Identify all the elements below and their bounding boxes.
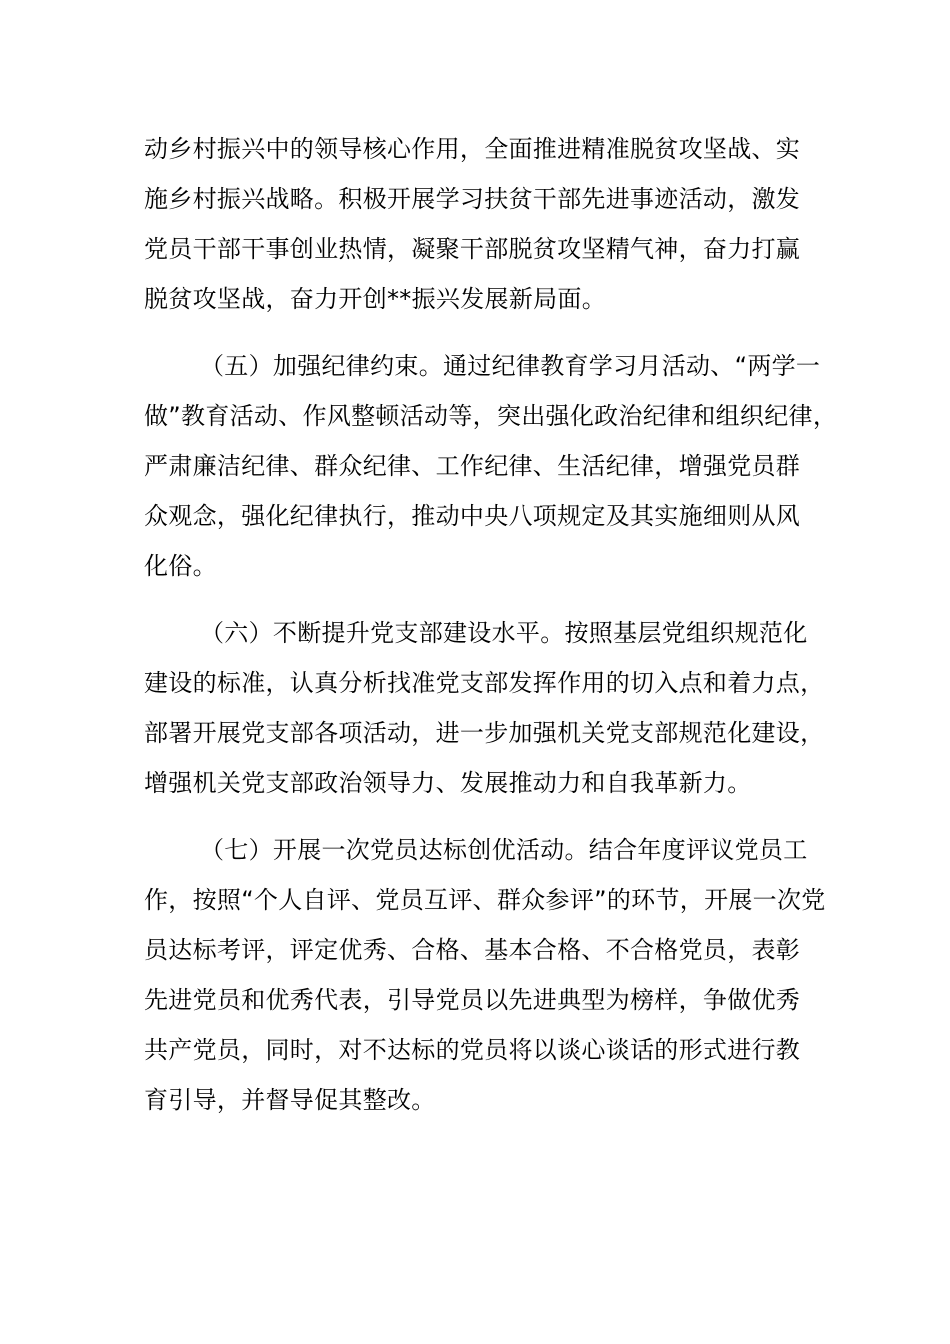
paragraph-section-5 xyxy=(144,341,838,591)
paragraph-line: 建设的标准，认真分析找准党支部发挥作用的切入点和着力点， xyxy=(144,669,825,697)
paragraph-line: （五）加强纪律约束。通过纪律教育学习月活动、“两学一 xyxy=(200,352,821,380)
paragraph-line: 部署开展党支部各项活动，进一步加强机关党支部规范化建设， xyxy=(144,719,825,747)
paragraph-line: 众观念，强化纪律执行，推动中央八项规定及其实施细则从风 xyxy=(144,502,801,530)
paragraph-line: 化俗。 xyxy=(144,552,217,580)
paragraph-line: 育引导，并督导促其整改。 xyxy=(144,1086,436,1114)
paragraph-line: 先进党员和优秀代表，引导党员以先进典型为榜样，争做优秀 xyxy=(144,986,801,1014)
paragraph-gap xyxy=(144,324,824,341)
paragraph-line: 员达标考评，评定优秀、合格、基本合格、不合格党员，表彰 xyxy=(144,936,801,964)
paragraph-section-6 xyxy=(144,608,824,808)
paragraph-line: 党员干部干事创业热情，凝聚干部脱贫攻坚精气神，奋力打赢 xyxy=(144,235,801,263)
paragraph-line: 脱贫攻坚战，奋力开创**振兴发展新局面。 xyxy=(144,285,606,313)
paragraph-line: 共产党员，同时，对不达标的党员将以谈心谈话的形式进行教 xyxy=(144,1036,801,1064)
paragraph-line: 作，按照“个人自评、党员互评、群众参评”的环节，开展一次党 xyxy=(144,886,826,914)
paragraph-gap xyxy=(144,591,824,608)
document-body xyxy=(144,124,838,1125)
paragraph-section-7 xyxy=(144,825,824,1125)
paragraph-line: （六）不断提升党支部建设水平。按照基层党组织规范化 xyxy=(200,619,808,647)
paragraph-line: 动乡村振兴中的领导核心作用，全面推进精准脱贫攻坚战、实 xyxy=(144,135,801,163)
paragraph-line: 施乡村振兴战略。积极开展学习扶贫干部先进事迹活动，激发 xyxy=(144,185,801,213)
paragraph-line: （七）开展一次党员达标创优活动。结合年度评议党员工 xyxy=(200,836,808,864)
paragraph-line: 做”教育活动、作风整顿活动等，突出强化政治纪律和组织纪律， xyxy=(144,402,838,430)
paragraph-continued xyxy=(144,124,824,324)
paragraph-line: 严肃廉洁纪律、群众纪律、工作纪律、生活纪律，增强党员群 xyxy=(144,452,801,480)
paragraph-gap xyxy=(144,808,824,825)
paragraph-line: 增强机关党支部政治领导力、发展推动力和自我革新力。 xyxy=(144,769,752,797)
